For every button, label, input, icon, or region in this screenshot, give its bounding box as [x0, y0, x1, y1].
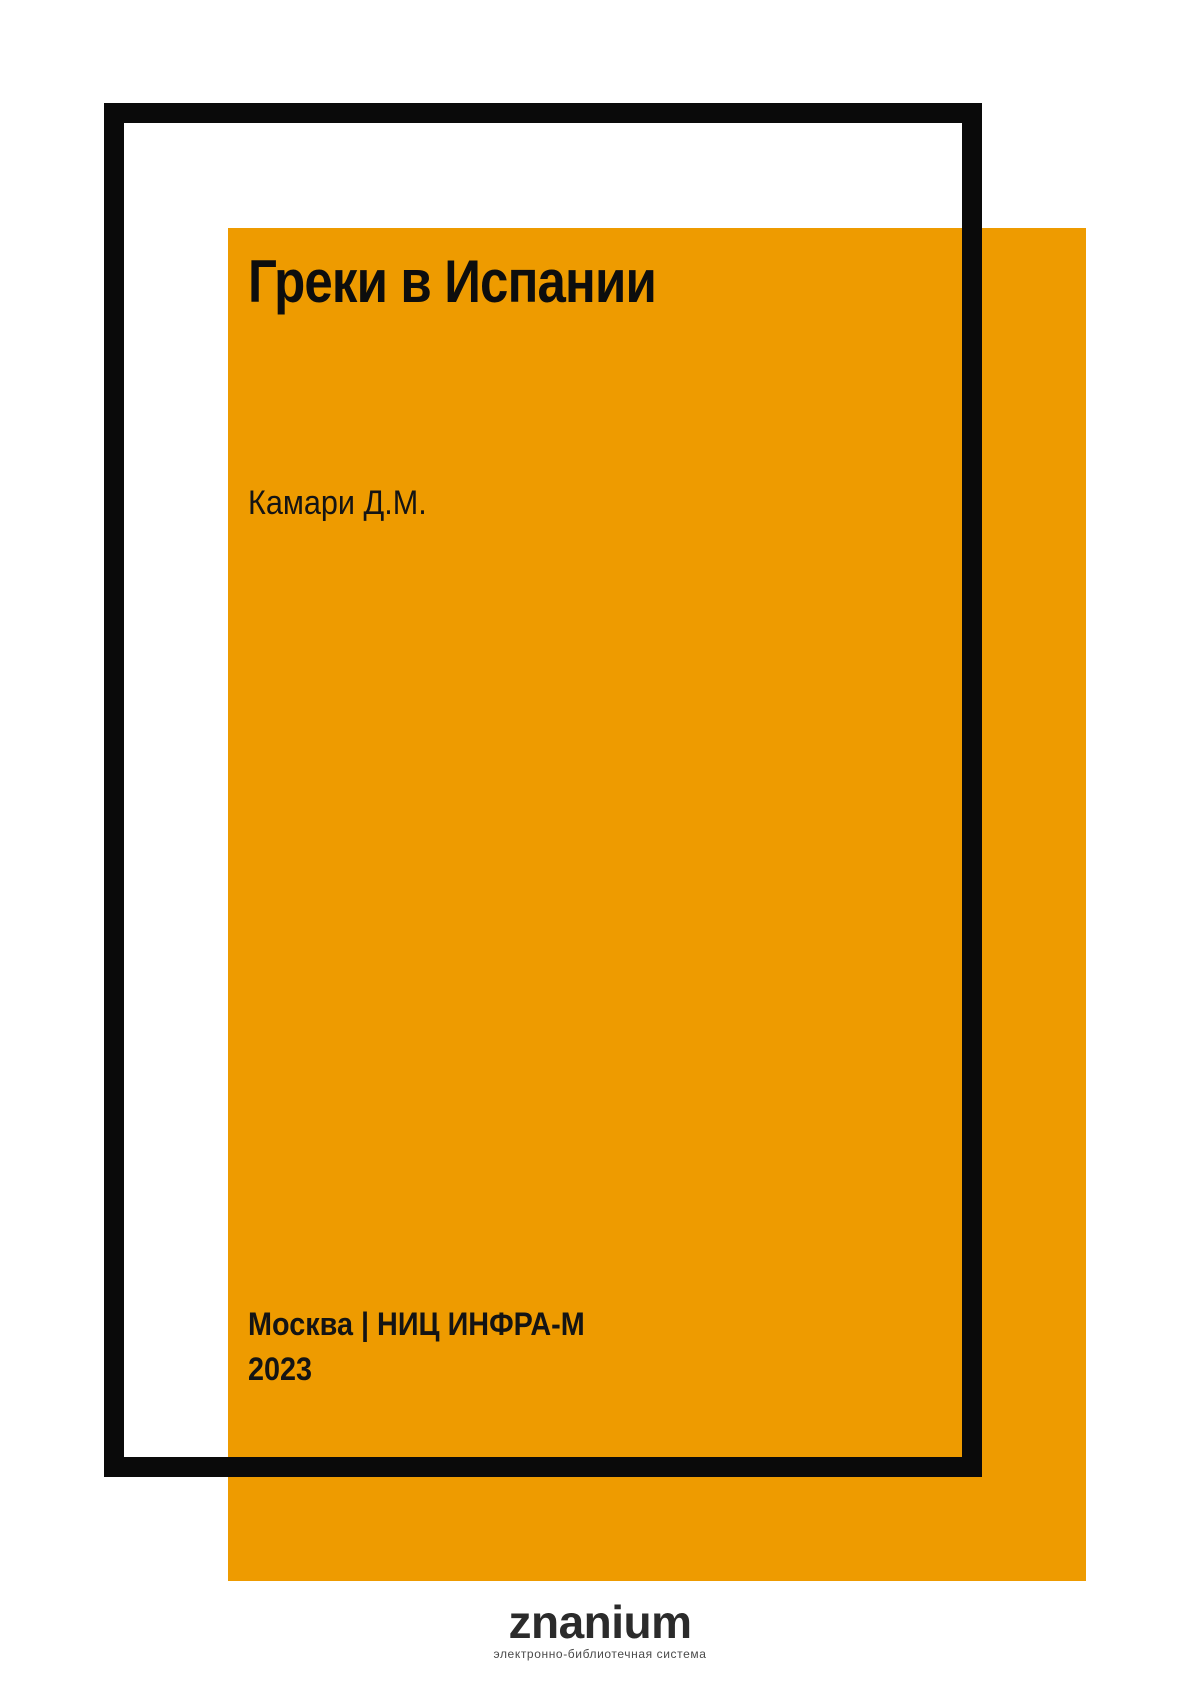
imprint-year: 2023 [248, 1351, 313, 1387]
imprint-block [248, 1302, 622, 1392]
book-title-text: Греки в Испании [248, 248, 656, 315]
book-author [248, 486, 447, 520]
znanium-logo-tagline: электронно-библиотечная система [493, 1647, 707, 1661]
book-author-text: Камари Д.М. [248, 484, 427, 522]
book-title [248, 248, 728, 315]
imprint-city-publisher: Москва | НИЦ ИНФРА-М [248, 1306, 585, 1342]
znanium-logo-text: znanium [508, 1596, 692, 1648]
